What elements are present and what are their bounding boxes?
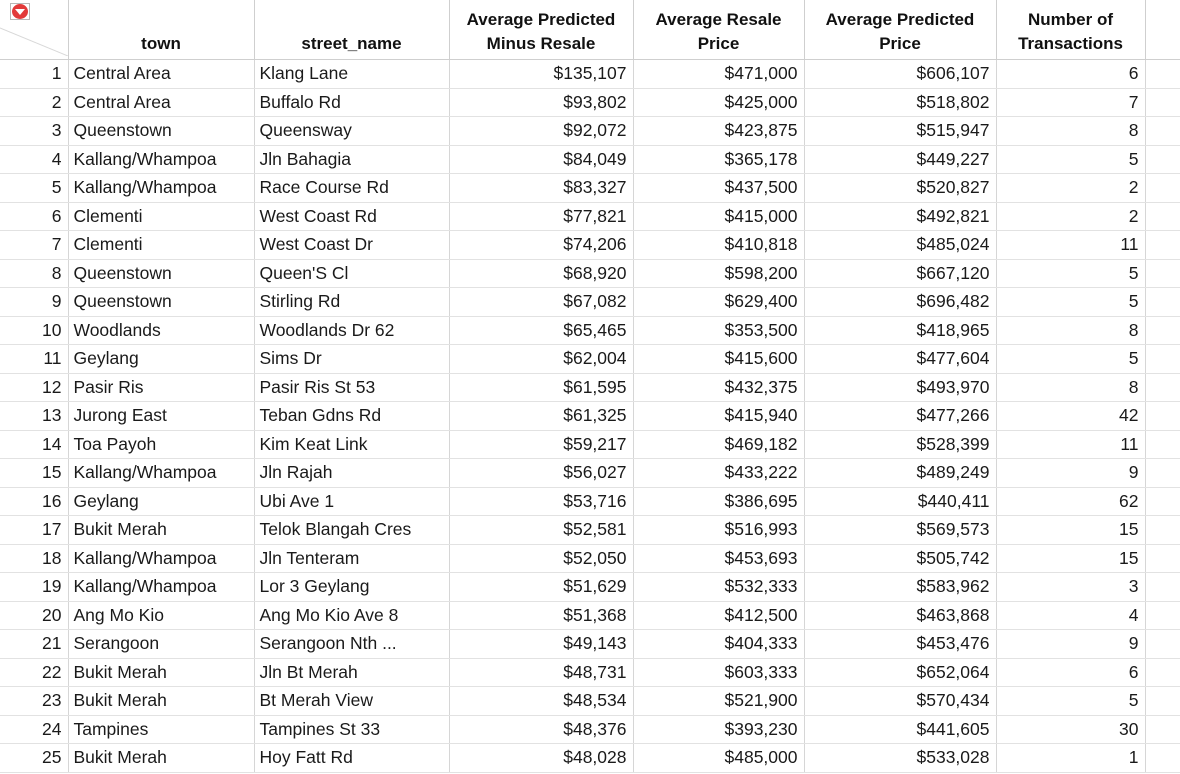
cell-n-transactions[interactable]: 11 (996, 231, 1145, 260)
cell-avg-resale[interactable]: $437,500 (633, 174, 804, 203)
cell-n-transactions[interactable]: 15 (996, 544, 1145, 573)
cell-town[interactable]: Kallang/Whampoa (68, 573, 254, 602)
cell-town[interactable]: Bukit Merah (68, 658, 254, 687)
cell-pred-minus-resale[interactable]: $48,731 (449, 658, 633, 687)
table-row[interactable] (0, 174, 1180, 203)
cell-n-transactions[interactable]: 5 (996, 259, 1145, 288)
column-header-label: town (141, 34, 181, 53)
cell-avg-resale[interactable]: $432,375 (633, 373, 804, 402)
cell-avg-resale[interactable]: $453,693 (633, 544, 804, 573)
cell-street-name[interactable]: Stirling Rd (254, 288, 449, 317)
cell-pred-minus-resale[interactable]: $67,082 (449, 288, 633, 317)
cell-avg-predicted[interactable]: $515,947 (804, 117, 996, 146)
cell-town[interactable]: Kallang/Whampoa (68, 145, 254, 174)
cell-street-name[interactable]: Teban Gdns Rd (254, 402, 449, 431)
row-number[interactable]: 21 (0, 630, 68, 659)
cell-empty (1145, 744, 1180, 773)
cell-n-transactions[interactable]: 7 (996, 88, 1145, 117)
cell-empty (1145, 715, 1180, 744)
cell-town[interactable]: Toa Payoh (68, 430, 254, 459)
cell-street-name[interactable]: West Coast Rd (254, 202, 449, 231)
cell-avg-resale[interactable]: $521,900 (633, 687, 804, 716)
cell-street-name[interactable]: Hoy Fatt Rd (254, 744, 449, 773)
cell-street-name[interactable]: Buffalo Rd (254, 88, 449, 117)
cell-n-transactions[interactable]: 5 (996, 145, 1145, 174)
cell-n-transactions[interactable]: 1 (996, 744, 1145, 773)
cell-pred-minus-resale[interactable]: $53,716 (449, 487, 633, 516)
cell-town[interactable]: Tampines (68, 715, 254, 744)
row-number[interactable]: 7 (0, 231, 68, 260)
table-row[interactable] (0, 231, 1180, 260)
cell-n-transactions[interactable]: 42 (996, 402, 1145, 431)
cell-pred-minus-resale[interactable]: $135,107 (449, 60, 633, 89)
cell-pred-minus-resale[interactable]: $52,581 (449, 516, 633, 545)
column-header-label-line2: Transactions (1018, 34, 1123, 53)
table-row[interactable] (0, 744, 1180, 773)
cell-empty (1145, 231, 1180, 260)
cell-empty (1145, 430, 1180, 459)
table-row[interactable] (0, 487, 1180, 516)
cell-town[interactable]: Bukit Merah (68, 516, 254, 545)
row-number[interactable]: 14 (0, 430, 68, 459)
cell-avg-resale[interactable]: $410,818 (633, 231, 804, 260)
cell-empty (1145, 345, 1180, 374)
cell-avg-predicted[interactable]: $440,411 (804, 487, 996, 516)
cell-avg-resale[interactable]: $629,400 (633, 288, 804, 317)
cell-town[interactable]: Geylang (68, 345, 254, 374)
red-dropdown-triangle-icon (12, 4, 28, 19)
row-number[interactable]: 17 (0, 516, 68, 545)
column-header-label-line1: Average Resale (655, 10, 782, 29)
cell-pred-minus-resale[interactable]: $49,143 (449, 630, 633, 659)
cell-town[interactable]: Queenstown (68, 117, 254, 146)
table-row[interactable] (0, 345, 1180, 374)
cell-avg-predicted[interactable]: $518,802 (804, 88, 996, 117)
cell-n-transactions[interactable]: 8 (996, 316, 1145, 345)
table-row[interactable] (0, 288, 1180, 317)
cell-pred-minus-resale[interactable]: $65,465 (449, 316, 633, 345)
cell-town[interactable]: Bukit Merah (68, 687, 254, 716)
cell-avg-predicted[interactable]: $441,605 (804, 715, 996, 744)
cell-avg-predicted[interactable]: $583,962 (804, 573, 996, 602)
cell-street-name[interactable]: Ang Mo Kio Ave 8 (254, 601, 449, 630)
cell-avg-predicted[interactable]: $667,120 (804, 259, 996, 288)
cell-avg-resale[interactable]: $516,993 (633, 516, 804, 545)
cell-town[interactable]: Central Area (68, 88, 254, 117)
table-row[interactable] (0, 202, 1180, 231)
cell-n-transactions[interactable]: 62 (996, 487, 1145, 516)
cell-town[interactable]: Central Area (68, 60, 254, 89)
table-row[interactable] (0, 687, 1180, 716)
column-header-avg-resale[interactable] (633, 0, 804, 60)
cell-avg-predicted[interactable]: $569,573 (804, 516, 996, 545)
column-header-label-line1: Average Predicted (466, 10, 616, 29)
cell-empty (1145, 459, 1180, 488)
cell-avg-resale[interactable]: $603,333 (633, 658, 804, 687)
cell-avg-predicted[interactable]: $493,970 (804, 373, 996, 402)
cell-pred-minus-resale[interactable]: $61,325 (449, 402, 633, 431)
cell-town[interactable]: Kallang/Whampoa (68, 174, 254, 203)
cell-avg-resale[interactable]: $425,000 (633, 88, 804, 117)
cell-town[interactable]: Jurong East (68, 402, 254, 431)
cell-empty (1145, 316, 1180, 345)
cell-street-name[interactable]: Sims Dr (254, 345, 449, 374)
cell-avg-predicted[interactable]: $463,868 (804, 601, 996, 630)
table-row[interactable] (0, 88, 1180, 117)
cell-pred-minus-resale[interactable]: $56,027 (449, 459, 633, 488)
cell-street-name[interactable]: Kim Keat Link (254, 430, 449, 459)
cell-street-name[interactable]: Woodlands Dr 62 (254, 316, 449, 345)
cell-town[interactable]: Kallang/Whampoa (68, 544, 254, 573)
table-row[interactable] (0, 630, 1180, 659)
cell-empty (1145, 658, 1180, 687)
cell-pred-minus-resale[interactable]: $92,072 (449, 117, 633, 146)
cell-avg-predicted[interactable]: $477,266 (804, 402, 996, 431)
table-corner (0, 0, 68, 60)
cell-empty (1145, 373, 1180, 402)
cell-pred-minus-resale[interactable]: $48,028 (449, 744, 633, 773)
row-number[interactable]: 5 (0, 174, 68, 203)
table-row[interactable] (0, 601, 1180, 630)
cell-empty (1145, 288, 1180, 317)
cell-n-transactions[interactable]: 2 (996, 202, 1145, 231)
table-row[interactable] (0, 259, 1180, 288)
cell-pred-minus-resale[interactable]: $61,595 (449, 373, 633, 402)
column-header-empty (1145, 0, 1180, 60)
cell-avg-resale[interactable]: $386,695 (633, 487, 804, 516)
table-body (0, 60, 1180, 773)
cell-n-transactions[interactable]: 2 (996, 174, 1145, 203)
cell-empty (1145, 174, 1180, 203)
cell-empty (1145, 544, 1180, 573)
cell-pred-minus-resale[interactable]: $59,217 (449, 430, 633, 459)
column-header-label-line1: Number of (1028, 10, 1113, 29)
row-number[interactable]: 3 (0, 117, 68, 146)
cell-street-name[interactable]: Race Course Rd (254, 174, 449, 203)
cell-avg-predicted[interactable]: $520,827 (804, 174, 996, 203)
cell-street-name[interactable]: Serangoon Nth ... (254, 630, 449, 659)
cell-avg-resale[interactable]: $469,182 (633, 430, 804, 459)
cell-pred-minus-resale[interactable]: $77,821 (449, 202, 633, 231)
cell-avg-resale[interactable]: $365,178 (633, 145, 804, 174)
cell-avg-predicted[interactable]: $696,482 (804, 288, 996, 317)
cell-empty (1145, 145, 1180, 174)
cell-avg-resale[interactable]: $415,940 (633, 402, 804, 431)
table-row[interactable] (0, 573, 1180, 602)
cell-empty (1145, 573, 1180, 602)
cell-avg-resale[interactable]: $433,222 (633, 459, 804, 488)
cell-street-name[interactable]: Tampines St 33 (254, 715, 449, 744)
table-row[interactable] (0, 117, 1180, 146)
row-number[interactable]: 15 (0, 459, 68, 488)
cell-n-transactions[interactable]: 4 (996, 601, 1145, 630)
cell-pred-minus-resale[interactable]: $68,920 (449, 259, 633, 288)
cell-avg-predicted[interactable]: $477,604 (804, 345, 996, 374)
cell-street-name[interactable]: Klang Lane (254, 60, 449, 89)
cell-town[interactable]: Woodlands (68, 316, 254, 345)
cell-avg-resale[interactable]: $393,230 (633, 715, 804, 744)
row-number[interactable]: 4 (0, 145, 68, 174)
cell-empty (1145, 516, 1180, 545)
cell-town[interactable]: Queenstown (68, 259, 254, 288)
column-header-label-line1: Average Predicted (825, 10, 975, 29)
cell-empty (1145, 60, 1180, 89)
row-number[interactable]: 16 (0, 487, 68, 516)
row-number[interactable]: 24 (0, 715, 68, 744)
cell-avg-predicted[interactable]: $492,821 (804, 202, 996, 231)
column-header-label-line2: Minus Resale (486, 34, 596, 53)
cell-avg-resale[interactable]: $471,000 (633, 60, 804, 89)
cell-empty (1145, 687, 1180, 716)
cell-n-transactions[interactable]: 3 (996, 573, 1145, 602)
column-header-pred-minus-resale[interactable] (449, 0, 633, 60)
cell-n-transactions[interactable]: 15 (996, 516, 1145, 545)
cell-avg-predicted[interactable]: $528,399 (804, 430, 996, 459)
cell-n-transactions[interactable]: 11 (996, 430, 1145, 459)
cell-n-transactions[interactable]: 30 (996, 715, 1145, 744)
cell-avg-resale[interactable]: $353,500 (633, 316, 804, 345)
header-row (0, 0, 1180, 60)
cell-street-name[interactable]: Telok Blangah Cres (254, 516, 449, 545)
cell-street-name[interactable]: Jln Bahagia (254, 145, 449, 174)
cell-n-transactions[interactable]: 8 (996, 117, 1145, 146)
column-header-label-line2: Price (697, 34, 740, 53)
column-header-avg-predicted[interactable] (804, 0, 996, 60)
column-header-town[interactable] (68, 0, 254, 60)
cell-street-name[interactable]: Jln Rajah (254, 459, 449, 488)
cell-empty (1145, 259, 1180, 288)
cell-n-transactions[interactable]: 6 (996, 60, 1145, 89)
cell-avg-predicted[interactable]: $449,227 (804, 145, 996, 174)
cell-avg-resale[interactable]: $412,500 (633, 601, 804, 630)
table-menu-button[interactable] (10, 3, 30, 20)
cell-pred-minus-resale[interactable]: $93,802 (449, 88, 633, 117)
cell-pred-minus-resale[interactable]: $51,629 (449, 573, 633, 602)
cell-avg-resale[interactable]: $598,200 (633, 259, 804, 288)
cell-pred-minus-resale[interactable]: $74,206 (449, 231, 633, 260)
cell-avg-predicted[interactable]: $606,107 (804, 60, 996, 89)
row-number[interactable]: 25 (0, 744, 68, 773)
table-row[interactable] (0, 715, 1180, 744)
cell-street-name[interactable]: Ubi Ave 1 (254, 487, 449, 516)
cell-town[interactable]: Geylang (68, 487, 254, 516)
row-number[interactable]: 19 (0, 573, 68, 602)
cell-street-name[interactable]: Queensway (254, 117, 449, 146)
cell-pred-minus-resale[interactable]: $62,004 (449, 345, 633, 374)
cell-n-transactions[interactable]: 5 (996, 687, 1145, 716)
cell-street-name[interactable]: Queen'S Cl (254, 259, 449, 288)
column-header-label-line2: Price (879, 34, 921, 53)
cell-avg-predicted[interactable]: $652,064 (804, 658, 996, 687)
cell-town[interactable]: Clementi (68, 202, 254, 231)
cell-n-transactions[interactable]: 9 (996, 459, 1145, 488)
table-row[interactable] (0, 516, 1180, 545)
cell-town[interactable]: Pasir Ris (68, 373, 254, 402)
cell-street-name[interactable]: Pasir Ris St 53 (254, 373, 449, 402)
cell-n-transactions[interactable]: 8 (996, 373, 1145, 402)
cell-avg-predicted[interactable]: $453,476 (804, 630, 996, 659)
cell-avg-predicted[interactable]: $418,965 (804, 316, 996, 345)
row-number[interactable]: 8 (0, 259, 68, 288)
cell-avg-predicted[interactable]: $533,028 (804, 744, 996, 773)
table-row[interactable] (0, 316, 1180, 345)
row-number[interactable]: 23 (0, 687, 68, 716)
cell-empty (1145, 402, 1180, 431)
cell-pred-minus-resale[interactable]: $51,368 (449, 601, 633, 630)
cell-street-name[interactable]: Jln Tenteram (254, 544, 449, 573)
cell-street-name[interactable]: Bt Merah View (254, 687, 449, 716)
table-row[interactable] (0, 145, 1180, 174)
cell-street-name[interactable]: West Coast Dr (254, 231, 449, 260)
cell-pred-minus-resale[interactable]: $48,376 (449, 715, 633, 744)
cell-empty (1145, 88, 1180, 117)
cell-empty (1145, 630, 1180, 659)
row-number[interactable]: 10 (0, 316, 68, 345)
cell-empty (1145, 202, 1180, 231)
cell-town[interactable]: Ang Mo Kio (68, 601, 254, 630)
cell-n-transactions[interactable]: 9 (996, 630, 1145, 659)
cell-n-transactions[interactable]: 5 (996, 288, 1145, 317)
cell-town[interactable]: Serangoon (68, 630, 254, 659)
table-row[interactable] (0, 60, 1180, 89)
cell-avg-predicted[interactable]: $570,434 (804, 687, 996, 716)
cell-street-name[interactable]: Jln Bt Merah (254, 658, 449, 687)
cell-empty (1145, 487, 1180, 516)
cell-avg-resale[interactable]: $404,333 (633, 630, 804, 659)
row-number[interactable]: 11 (0, 345, 68, 374)
cell-street-name[interactable]: Lor 3 Geylang (254, 573, 449, 602)
cell-avg-predicted[interactable]: $485,024 (804, 231, 996, 260)
column-header-street-name[interactable] (254, 0, 449, 60)
row-number[interactable]: 22 (0, 658, 68, 687)
cell-town[interactable]: Clementi (68, 231, 254, 260)
cell-n-transactions[interactable]: 5 (996, 345, 1145, 374)
row-number[interactable]: 2 (0, 88, 68, 117)
cell-n-transactions[interactable]: 6 (996, 658, 1145, 687)
cell-avg-resale[interactable]: $485,000 (633, 744, 804, 773)
row-number[interactable]: 12 (0, 373, 68, 402)
row-number[interactable]: 13 (0, 402, 68, 431)
cell-avg-resale[interactable]: $423,875 (633, 117, 804, 146)
row-number[interactable]: 20 (0, 601, 68, 630)
table-row[interactable] (0, 459, 1180, 488)
cell-empty (1145, 601, 1180, 630)
table-row[interactable] (0, 402, 1180, 431)
row-number[interactable]: 18 (0, 544, 68, 573)
row-number[interactable]: 9 (0, 288, 68, 317)
row-number[interactable]: 1 (0, 60, 68, 89)
cell-avg-predicted[interactable]: $505,742 (804, 544, 996, 573)
cell-pred-minus-resale[interactable]: $83,327 (449, 174, 633, 203)
table-row[interactable] (0, 544, 1180, 573)
cell-empty (1145, 117, 1180, 146)
column-header-n-transactions[interactable] (996, 0, 1145, 60)
row-number[interactable]: 6 (0, 202, 68, 231)
cell-town[interactable]: Queenstown (68, 288, 254, 317)
cell-town[interactable]: Bukit Merah (68, 744, 254, 773)
cell-pred-minus-resale[interactable]: $52,050 (449, 544, 633, 573)
column-header-label: street_name (301, 34, 402, 53)
cell-pred-minus-resale[interactable]: $84,049 (449, 145, 633, 174)
cell-avg-resale[interactable]: $415,600 (633, 345, 804, 374)
cell-pred-minus-resale[interactable]: $48,534 (449, 687, 633, 716)
table-row[interactable] (0, 658, 1180, 687)
cell-avg-resale[interactable]: $532,333 (633, 573, 804, 602)
cell-town[interactable]: Kallang/Whampoa (68, 459, 254, 488)
table-row[interactable] (0, 373, 1180, 402)
table-row[interactable] (0, 430, 1180, 459)
cell-avg-predicted[interactable]: $489,249 (804, 459, 996, 488)
cell-avg-resale[interactable]: $415,000 (633, 202, 804, 231)
